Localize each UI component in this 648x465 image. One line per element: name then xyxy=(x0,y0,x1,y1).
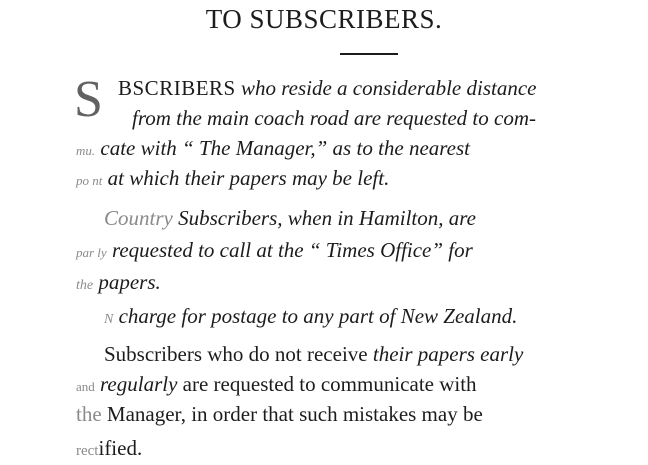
paragraph2-line1 xyxy=(104,204,648,232)
paragraph4-line1-roman: Subscribers who do not receive xyxy=(104,342,368,366)
paragraph2-line1-faded: Country xyxy=(104,206,173,230)
paragraph2-line2-faded: par ly xyxy=(76,245,107,260)
paragraph4-line2-italic: regularly xyxy=(100,372,178,396)
paragraph1-line3-text: cate with “ The Manager,” as to the nearest xyxy=(100,136,471,160)
paragraph4-line4-roman: ified. xyxy=(98,436,143,460)
paragraph2-line3 xyxy=(76,268,648,300)
paragraph1-lead-word: BSCRIBERS xyxy=(118,76,236,100)
paragraph1-line4-faded: po nt xyxy=(76,173,103,188)
paragraph2-line3-text: papers. xyxy=(98,270,161,294)
paragraph4-line4 xyxy=(76,434,648,465)
paragraph3-line1-faded: N xyxy=(104,312,114,327)
paragraph4-line3-roman: Manager, in order that such mistakes may be xyxy=(106,402,483,426)
paragraph4-line2-faded: and xyxy=(76,379,95,394)
drop-cap-letter: S xyxy=(74,71,103,128)
paragraph4-line2-roman: are requested to communicate with xyxy=(182,372,477,396)
paragraph4-line4-faded: rect xyxy=(76,443,99,459)
paragraph4-line2 xyxy=(76,370,648,401)
paragraph4-line1-italic: their papers early xyxy=(372,342,524,366)
paragraph1-line1 xyxy=(118,74,648,102)
paragraph2-line2 xyxy=(76,236,648,267)
notice-heading: TO SUBSCRIBERS. xyxy=(205,4,443,34)
paragraph4-line3 xyxy=(76,400,648,428)
paragraph4-line1 xyxy=(104,340,648,368)
paragraph2-line2-text: requested to call at the “ Times Office” for xyxy=(111,238,473,262)
paragraph4-line3-faded: the xyxy=(76,402,102,426)
paragraph1-line3-faded: mu. xyxy=(76,143,96,158)
paragraph2-line1-text: Subscribers, when in Hamilton, are xyxy=(178,206,476,230)
paragraph1-line1-text: who reside a considerable distance xyxy=(240,76,537,100)
heading-rule xyxy=(340,53,398,55)
paragraph2-line3-faded: the xyxy=(76,278,94,293)
paragraph1-line3 xyxy=(76,134,648,165)
paragraph3-line1 xyxy=(104,302,648,334)
paragraph3-line1-text: charge for postage to any part of New Zealand. xyxy=(118,304,518,328)
paragraph1-line4-text: at which their papers may be left. xyxy=(107,166,390,190)
paragraph1-line4 xyxy=(76,164,648,195)
paragraph1-line2: from the main coach road are requested to com- xyxy=(132,106,536,130)
